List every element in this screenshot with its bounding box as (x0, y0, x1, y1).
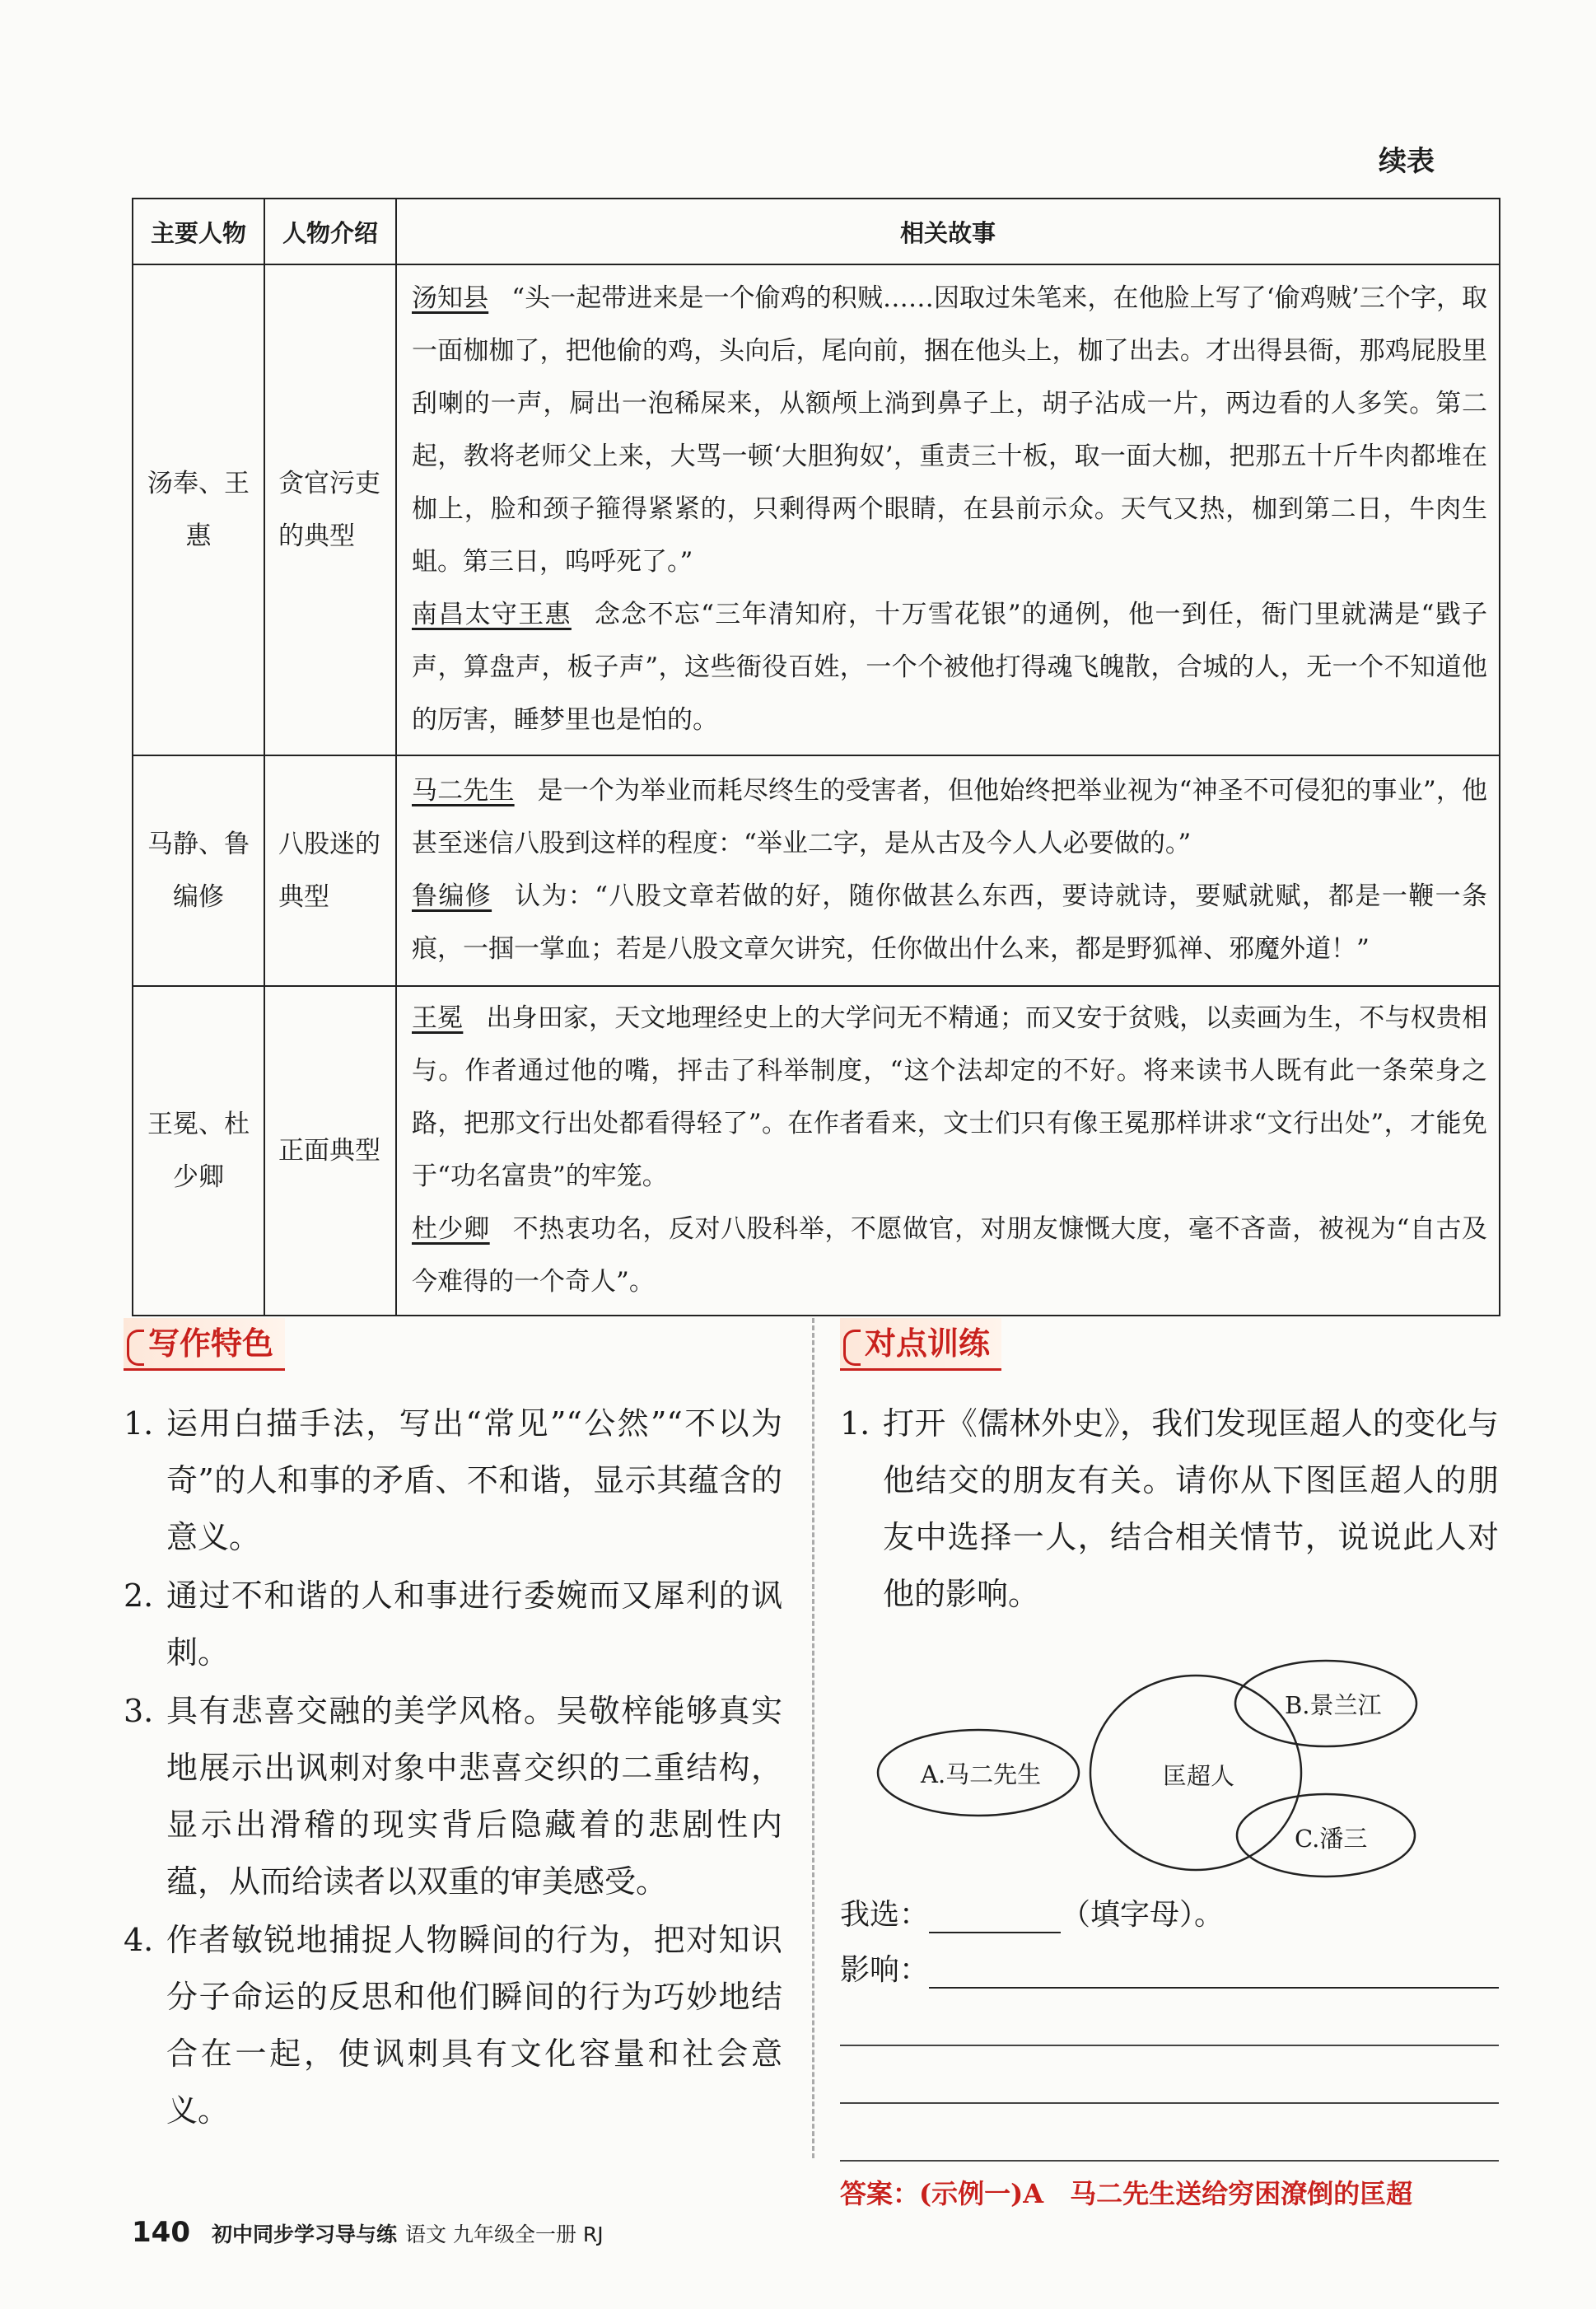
character-table (132, 198, 1500, 1316)
column-header: 主要人物 (133, 199, 264, 264)
story-text: 是一个为举业而耗尽终生的受害者，但他始终把举业视为“神圣不可侵犯的事业”，他甚至迷信八股到这样的程度：“举业二字，是从古及今人人必要做的。” (412, 776, 1487, 858)
character-intro: 八股迷的典型 (264, 755, 396, 986)
subject-info: 语文 九年级全一册 RJ (405, 2223, 604, 2246)
answer-line[interactable] (840, 1989, 1499, 2046)
item-number: 1. (124, 1405, 154, 1442)
book-title: 初中同步学习导与练 (211, 2223, 397, 2246)
main-characters: 汤奉、王惠 (133, 264, 264, 755)
answer-block (840, 2173, 1499, 2211)
choice-hint: （填字母）。 (1061, 1898, 1225, 1932)
writing-features-section (124, 1318, 782, 2141)
item-number: 2. (124, 1578, 154, 1614)
story-text: 认为：“八股文章若做的好，随你做甚么东西，要诗就诗，要赋就赋，都是一鞭一条痕，一掴一掌血；若是八股文章欠讲究，任你做出什么来，都是野狐禅、邪魔外道！” (412, 881, 1487, 964)
related-stories (396, 264, 1500, 755)
impact-line (840, 1947, 1499, 1989)
story-character-name: 杜少卿 (412, 1214, 490, 1244)
training-title: 对点训练 (840, 1318, 1001, 1371)
impact-label: 影响： (840, 1953, 930, 1987)
story-paragraph (412, 992, 1487, 1203)
answer-text: (示例一)A 马二先生送给穷困潦倒的匡超 (919, 2178, 1413, 2209)
choice-label: 我选： (840, 1898, 930, 1932)
choice-blank[interactable] (929, 1899, 1061, 1933)
table-row (133, 986, 1500, 1316)
list-item (124, 1912, 782, 2139)
story-paragraph (412, 272, 1487, 588)
page-number: 140 (132, 2216, 190, 2249)
story-paragraph (412, 870, 1487, 975)
story-text: 出身田家，天文地理经史上的大学问无不精通；而又安于贫贱，以卖画为生，不与权贵相与。作者通过他的嘴，抨击了科举制度，“这个法却定的不好。将来读书人既有此一条荣身之路，把那文行出处都看得轻了”。在作者看来，文士们只有像王冕那样讲求“文行出处”，才能免于“功名富贵”的牢笼。 (412, 1003, 1488, 1191)
story-character-name: 马二先生 (412, 776, 515, 806)
table-row (133, 264, 1500, 755)
answer-label: 答案： (840, 2178, 920, 2209)
story-paragraph (412, 764, 1487, 870)
column-divider (812, 1318, 814, 2158)
item-text: 运用白描手法，写出“常见”“公然”“不以为奇”的人和事的矛盾、不和谐，显示其蕴含的意义。 (166, 1405, 782, 1555)
table-header-row (133, 199, 1500, 264)
writing-features-title: 写作特色 (124, 1318, 285, 1371)
column-header: 相关故事 (396, 199, 1500, 264)
friend-a-label: A.马二先生 (921, 1760, 1042, 1788)
item-number: 3. (124, 1693, 154, 1729)
diagram-circles (840, 1631, 1499, 1878)
story-text: 念念不忘“三年清知府，十万雪花银”的通例，他一到任，衙门里就满是“戥子声，算盘声，板子声”，这些衙役百姓，一个个被他打得魂飞魄散，合城的人，无一个不知道他的厉害，睡梦里也是怕的。 (412, 600, 1488, 735)
story-text: 不热衷功名，反对八股科举，不愿做官，对朋友慷慨大度，毫不吝啬，被视为“自古及今难得的一个奇人”。 (412, 1214, 1487, 1297)
character-intro: 贪官污吏的典型 (264, 264, 396, 755)
answer-line[interactable] (840, 2046, 1499, 2104)
main-characters: 马静、鲁编修 (133, 755, 264, 986)
story-text: “头一起带进来是一个偷鸡的积贼……因取过朱笔来，在他脸上写了‘偷鸡贼’三个字，取一面枷枷了，把他偷的鸡，头向后，尾向前，捆在他头上，枷了出去。才出得县衙，那鸡屁股里刮喇的一声，屙出一泡稀屎来，从额颅上淌到鼻子上，胡子沾成一片，两边看的人多笑。第二起，教将老师父上来，大骂一顿‘大胆狗奴’，重责三十板，取一面大枷，把那五十斤牛肉都堆在枷上，脸和颈子箍得紧紧的，只剩得两个眼睛，在县前示众。天气又热，枷到第二日，牛肉生蛆。第三日，呜呼死了。” (412, 283, 1487, 577)
main-characters: 王冕、杜少卿 (133, 986, 264, 1316)
list-item (124, 1395, 782, 1566)
friends-diagram (840, 1631, 1499, 1878)
story-character-name: 王冕 (412, 1003, 464, 1033)
question-number: 1. (840, 1405, 870, 1442)
writing-features-list (124, 1395, 782, 2139)
friend-c-label: C.潘三 (1295, 1825, 1368, 1853)
training-list (840, 1395, 1499, 1623)
item-text: 具有悲喜交融的美学风格。吴敬梓能够真实地展示出讽刺对象中悲喜交织的二重结构，显示出滑稽的现实背后隐藏着的悲剧性内蕴，从而给读者以双重的审美感受。 (166, 1693, 782, 1900)
answer-line[interactable] (840, 2104, 1499, 2162)
list-item (124, 1683, 782, 1910)
item-text: 作者敏锐地捕捉人物瞬间的行为，把对知识分子命运的反思和他们瞬间的行为巧妙地结合在一起，使讽刺具有文化容量和社会意义。 (166, 1922, 782, 2129)
question-item (840, 1395, 1499, 1623)
story-character-name: 南昌太守王惠 (412, 600, 572, 629)
story-paragraph (412, 588, 1487, 746)
story-paragraph (412, 1203, 1487, 1308)
related-stories (396, 755, 1500, 986)
choice-line (840, 1891, 1499, 1933)
story-character-name: 汤知县 (412, 283, 489, 313)
question-text: 打开《儒林外史》，我们发现匡超人的变化与他结交的朋友有关。请你从下图匡超人的朋友中选择一人，结合相关情节，说说此人对他的影响。 (883, 1405, 1499, 1612)
item-number: 4. (124, 1922, 154, 1958)
character-intro: 正面典型 (264, 986, 396, 1316)
item-text: 通过不和谐的人和事进行委婉而又犀利的讽刺。 (166, 1578, 782, 1671)
page-footer (132, 2216, 604, 2249)
impact-blank[interactable] (929, 1954, 1499, 1989)
related-stories (396, 986, 1500, 1316)
friend-b-label: B.景兰江 (1285, 1691, 1382, 1719)
story-character-name: 鲁编修 (412, 881, 492, 911)
list-item (124, 1568, 782, 1681)
table-row (133, 755, 1500, 986)
training-section (840, 1318, 1499, 2211)
continued-label: 续表 (1379, 145, 1435, 178)
column-header: 人物介绍 (264, 199, 396, 264)
center-label: 匡超人 (1163, 1762, 1235, 1790)
